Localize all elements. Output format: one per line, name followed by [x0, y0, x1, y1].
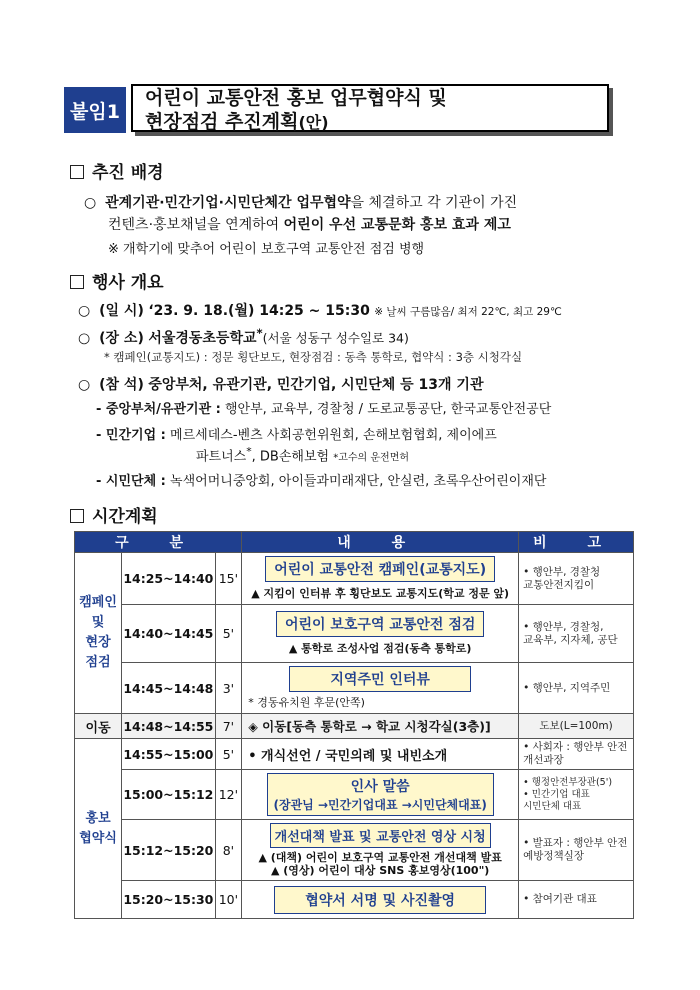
col-header-category: 구 분: [75, 532, 242, 553]
row-duration: 8': [215, 820, 242, 881]
row-remark: • 발표자 : 행안부 안전 예방정책실장: [519, 820, 634, 881]
attendee-corp-2: [196, 445, 409, 464]
place-note: * 캠페인(교통지도) : 정문 횡단보도, 현장점검 : 동측 통학로, 협약식 : 3층 시청각실: [104, 350, 523, 364]
row-duration: 3': [215, 663, 242, 714]
row-content: [242, 553, 519, 605]
row-content: [242, 820, 519, 881]
row-remark: • 참여기관 대표: [519, 881, 634, 919]
greeting-title: 인사 말씀: [350, 779, 410, 795]
group-agreement: 홍보 협약식: [75, 739, 122, 919]
row-time: 15:12~15:20: [122, 820, 215, 881]
content-sub: ▲ (대책) 어린이 보호구역 교통안전 개선대책 발표 ▲ (영상) 어린이 대상 SNS 홍보영상(100"): [258, 851, 502, 877]
corp-note: *고수의 운전면허: [333, 452, 410, 464]
row-remark: • 사회자 : 행안부 안전 개선과장: [519, 739, 634, 770]
corp-label: - 민간기업 :: [96, 428, 166, 443]
row-duration: 5': [215, 605, 242, 663]
checkbox-square-icon: [70, 165, 84, 179]
attendee-gov: [96, 398, 551, 417]
ngo-label: - 시민단체 :: [96, 474, 166, 489]
col-header-remark: 비 고: [519, 532, 634, 553]
table-row: [75, 553, 634, 605]
group-campaign: 캠페인 및 현장 점검: [75, 553, 122, 714]
corp-star: *: [246, 445, 252, 458]
bg-text: 을 체결하고 각 기관이 가진: [350, 195, 518, 211]
row-duration: 10': [215, 881, 242, 919]
row-duration: 5': [215, 739, 242, 770]
bg-text-bold: 관계기관·민간기업·시민단체간 업무협약: [105, 195, 351, 211]
row-duration: 12': [215, 770, 242, 820]
overview-attendees: ○ (참 석) 중앙부처, 유관기관, 민간기업, 시민단체 등 13개 기관: [78, 377, 484, 393]
table-row: [75, 881, 634, 919]
table-row: [75, 820, 634, 881]
corp-value-2: 파트너스: [196, 449, 247, 465]
row-remark: 도보(L=100m): [519, 714, 634, 739]
row-duration: 15': [215, 553, 242, 605]
row-time: 15:20~15:30: [122, 881, 215, 919]
row-content: [242, 881, 519, 919]
row-content: [242, 770, 519, 820]
table-row: [75, 605, 634, 663]
schedule-header: [75, 532, 634, 553]
row-content: [242, 663, 519, 714]
overview-date: ○ (일 시) ‘23. 9. 18.(월) 14:25 ~ 15:30 ※ 날씨 구름많음/ 최저 22℃, 최고 29℃: [78, 303, 562, 319]
table-row: [75, 739, 634, 770]
title-suffix: (안): [298, 113, 329, 132]
content-box: [267, 773, 494, 816]
date-value: ‘23. 9. 18.(월) 14:25 ~ 15:30: [148, 303, 370, 319]
content-sub: ▲ 통학로 조성사업 점검(동측 통학로): [288, 642, 472, 655]
place-star: *: [256, 326, 263, 340]
weather-note: ※ 날씨 구름많음/ 최저 22℃, 최고 29℃: [374, 306, 562, 318]
attachment-badge: 붙임1: [64, 87, 126, 133]
content-box: 어린이 보호구역 교통안전 점검: [276, 611, 484, 637]
content-box: 협약서 서명 및 사진촬영: [274, 886, 486, 914]
content-box: 개선대책 발표 및 교통안전 영상 시청: [270, 823, 491, 848]
title-line-2-wrap: [145, 110, 607, 135]
attendee-ngo: [96, 470, 546, 489]
attendee-corp: [96, 424, 497, 443]
group-move: 이동: [75, 714, 122, 739]
background-note: ※ 개학기에 맞추어 어린이 보호구역 교통안전 점검 병행: [108, 242, 425, 257]
place-label: (장 소): [99, 330, 144, 347]
col-header-content: 내 용: [242, 532, 519, 553]
content-box: 어린이 교통안전 캠페인(교통지도): [265, 556, 495, 582]
corp-value-1: 메르세데스-벤츠 사회공헌위원회, 손해보험협회, 제이에프: [170, 428, 497, 443]
date-label: (일 시): [99, 303, 144, 319]
section-heading-text: 행사 개요: [92, 273, 164, 293]
checkbox-square-icon: [70, 509, 84, 523]
table-row: [75, 663, 634, 714]
title-line-2: 현장점검 추진계획: [145, 111, 299, 133]
table-row: [75, 770, 634, 820]
section-heading-text: 추진 배경: [92, 163, 164, 183]
row-content: • 개식선언 / 국민의례 및 내빈소개: [242, 739, 519, 770]
section-heading-background: [70, 158, 164, 183]
place-value: 서울경동초등학교: [148, 330, 257, 347]
section-heading-text: 시간계획: [92, 507, 158, 527]
row-remark: • 행안부, 경찰청 교통안전지킴이: [519, 553, 634, 605]
checkbox-square-icon: [70, 275, 84, 289]
content-sub: * 경동유치원 후문(안쪽): [248, 696, 365, 709]
attend-value: 중앙부처, 유관기관, 민간기업, 시민단체 등 13개 기관: [148, 377, 484, 393]
bg-text-2-bold: 어린이 우선 교통문화 홍보 효과 제고: [283, 217, 511, 233]
title-line-1: 어린이 교통안전 홍보 업무협약식 및: [145, 87, 447, 109]
schedule-table: [74, 531, 634, 919]
section-heading-overview: [70, 268, 164, 293]
table-row: [75, 714, 634, 739]
row-time: 14:48~14:55: [122, 714, 215, 739]
content-box: 지역주민 인터뷰: [289, 666, 471, 692]
section-heading-schedule: [70, 502, 158, 527]
gov-value: 행안부, 교육부, 경찰청 / 도로교통공단, 한국교통안전공단: [225, 402, 552, 417]
corp-value-3: , DB손해보험: [251, 449, 330, 465]
row-content: [242, 605, 519, 663]
row-content: ◈ 이동[동측 통학로 → 학교 시청각실(3층)]: [242, 714, 519, 739]
row-time: 14:45~14:48: [122, 663, 215, 714]
row-remark: • 행정안전부장관(5') • 민간기업 대표 시민단체 대표: [519, 770, 634, 820]
overview-place: ○ (장 소) 서울경동초등학교*(서울 성동구 성수일로 34): [78, 326, 409, 347]
place-address: (서울 성동구 성수일로 34): [262, 330, 409, 346]
row-time: 15:00~15:12: [122, 770, 215, 820]
background-line-1: ○ 관계기관·민간기업·시민단체간 업무협약을 체결하고 각 기관이 가진: [84, 195, 518, 211]
row-remark: • 행안부, 지역주민: [519, 663, 634, 714]
attend-label: (참 석): [99, 377, 144, 393]
content-sub: ▲ 지킴이 인터뷰 후 횡단보도 교통지도(학교 정문 앞): [251, 587, 510, 600]
ngo-value: 녹색어머니중앙회, 아이들과미래재단, 안실련, 초록우산어린이재단: [170, 474, 547, 489]
row-time: 14:55~15:00: [122, 739, 215, 770]
row-time: 14:25~14:40: [122, 553, 215, 605]
row-duration: 7': [215, 714, 242, 739]
row-time: 14:40~14:45: [122, 605, 215, 663]
row-remark: • 행안부, 경찰청, 교육부, 지자체, 공단: [519, 605, 634, 663]
bg-text-2: 컨텐츠·홍보채널을 연계하여: [108, 217, 284, 233]
greeting-order: (장관님 →민간기업대표 →시민단체대표): [273, 798, 487, 812]
gov-label: - 중앙부처/유관기관 :: [96, 402, 221, 417]
page-title: [131, 84, 609, 132]
background-line-2: [108, 214, 648, 234]
